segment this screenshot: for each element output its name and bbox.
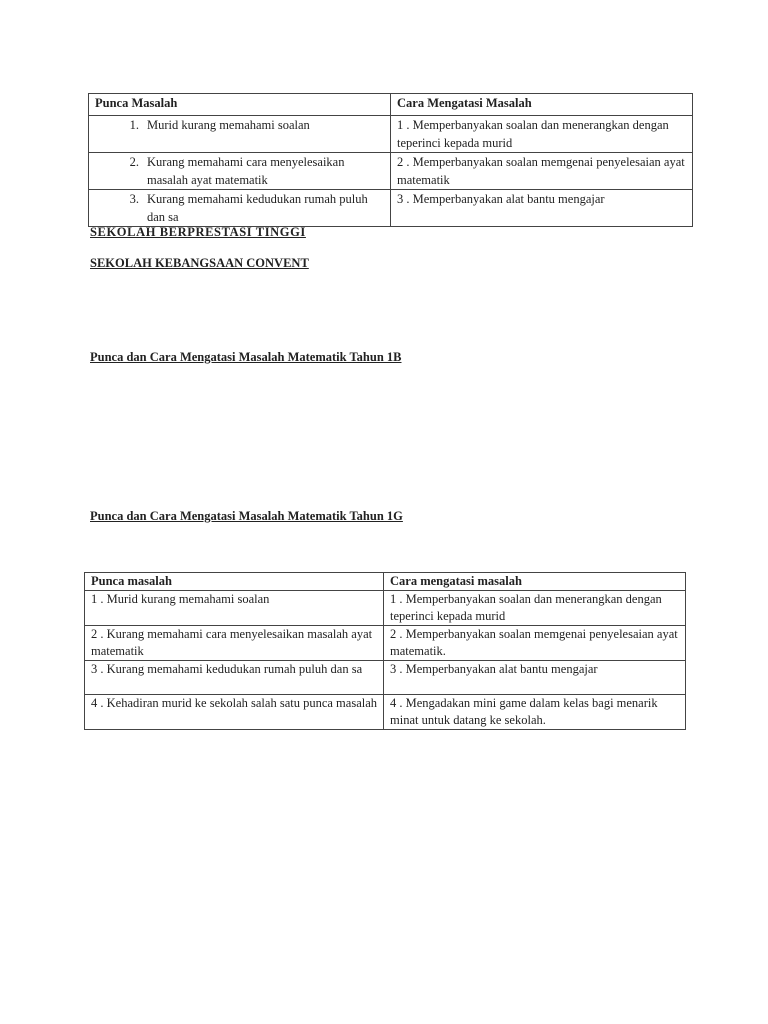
cause-cell: 3 . Kurang memahami kedudukan rumah puluh dan sa bbox=[85, 661, 384, 695]
solution-cell: 4 . Mengadakan mini game dalam kelas bagi menarik minat untuk datang ke sekolah. bbox=[384, 695, 686, 730]
cause-cell: 2 . Kurang memahami cara menyelesaikan masalah ayat matematik bbox=[85, 626, 384, 661]
table-row bbox=[85, 661, 686, 695]
row-number: 1. bbox=[129, 118, 139, 132]
table-row bbox=[85, 695, 686, 730]
table-row bbox=[85, 626, 686, 661]
section-title-1b: Punca dan Cara Mengatasi Masalah Matematik Tahun 1B bbox=[90, 350, 402, 364]
solution-cell: 2 . Memperbanyakan soalan memgenai penyelesaian ayat matematik bbox=[391, 153, 693, 190]
problems-table-2 bbox=[84, 572, 686, 730]
cause-text: Kurang memahami cara menyelesaikan masalah ayat matematik bbox=[147, 155, 345, 187]
cause-cell: 4 . Kehadiran murid ke sekolah salah satu punca masalah bbox=[85, 695, 384, 730]
cause-cell: 1 . Murid kurang memahami soalan bbox=[85, 591, 384, 626]
cause-cell bbox=[89, 190, 391, 227]
school-motto: SEKOLAH BERPRESTASI TINGGI bbox=[90, 225, 306, 239]
section-title-1g: Punca dan Cara Mengatasi Masalah Matematik Tahun 1G bbox=[90, 509, 403, 523]
header-solution: Cara mengatasi masalah bbox=[384, 573, 686, 591]
school-name: SEKOLAH KEBANGSAAN CONVENT bbox=[90, 256, 309, 270]
solution-cell: 1 . Memperbanyakan soalan dan menerangkan dengan teperinci kepada murid bbox=[384, 591, 686, 626]
row-number: 2. bbox=[129, 155, 139, 169]
table-row bbox=[89, 153, 693, 190]
problems-table-1 bbox=[88, 93, 693, 227]
header-cause: Punca Masalah bbox=[89, 94, 391, 116]
table-header-row bbox=[85, 573, 686, 591]
header-solution: Cara Mengatasi Masalah bbox=[391, 94, 693, 116]
cause-text: Kurang memahami kedudukan rumah puluh dan sa bbox=[147, 192, 368, 224]
table-row bbox=[89, 116, 693, 153]
header-cause: Punca masalah bbox=[85, 573, 384, 591]
solution-cell: 1 . Memperbanyakan soalan dan menerangkan dengan teperinci kepada murid bbox=[391, 116, 693, 153]
table-header-row bbox=[89, 94, 693, 116]
solution-cell: 3 . Memperbanyakan alat bantu mengajar bbox=[384, 661, 686, 695]
cause-cell bbox=[89, 153, 391, 190]
cause-cell bbox=[89, 116, 391, 153]
table-row bbox=[89, 190, 693, 227]
table-row bbox=[85, 591, 686, 626]
solution-cell: 2 . Memperbanyakan soalan memgenai penyelesaian ayat matematik. bbox=[384, 626, 686, 661]
row-number: 3. bbox=[129, 192, 139, 206]
cause-text: Murid kurang memahami soalan bbox=[147, 118, 310, 132]
solution-cell: 3 . Memperbanyakan alat bantu mengajar bbox=[391, 190, 693, 227]
